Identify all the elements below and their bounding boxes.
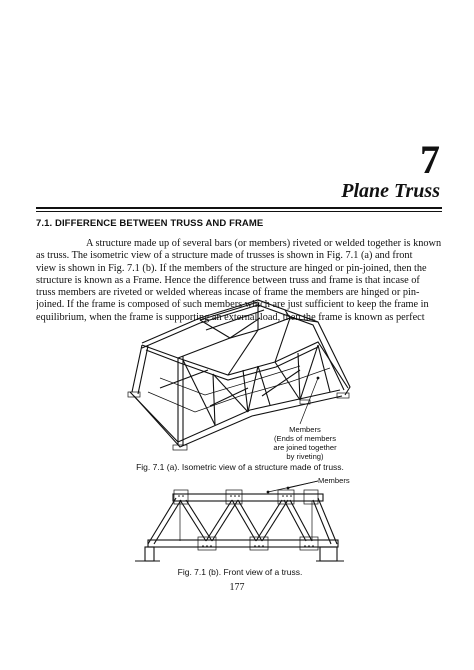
paragraph-line: A structure made up of several bars (or members) riveted or welded together is known [86, 238, 442, 249]
figure-b-caption: Fig. 7.1 (b). Front view of a truss. [177, 567, 303, 577]
paragraph-line: equilibrium, when the frame is supporting an external load, then the frame is known as perfect [36, 311, 425, 323]
paragraph-line: as truss. The isometric view of a structure made of trusses is shown in Fig. 7.1 (a) and front [36, 250, 413, 262]
chapter-title: Plane Truss [341, 180, 440, 202]
figure-a-caption: Fig. 7.1 (a). Isometric view of a structure made of truss. [136, 462, 344, 472]
section-heading: 7.1. DIFFERENCE BETWEEN TRUSS AND FRAME [36, 218, 264, 229]
page-number: 177 [229, 582, 245, 593]
members-label-line: by riveting) [286, 452, 324, 461]
paragraph-line: structure is known as a Frame. Hence the difference between truss and frame is that incase of [36, 274, 420, 286]
members-label-line: (Ends of members [273, 434, 337, 443]
chapter-number: 7 [420, 137, 440, 182]
paragraph-line: truss members are riveted or welded whereas incase of frame the members are hinged or pin- [36, 287, 420, 299]
paragraph-line: view is shown in Fig. 7.1 (b). If the members of the structure are hinged or pin-joined, then the [36, 262, 427, 274]
paragraph-line: joined. If the frame is composed of such members which are just sufficient to keep the frame in [36, 299, 429, 311]
members-label-line: Members [289, 425, 321, 434]
members-label-b: Members [318, 476, 350, 485]
members-label-line: are joined together [273, 443, 337, 452]
